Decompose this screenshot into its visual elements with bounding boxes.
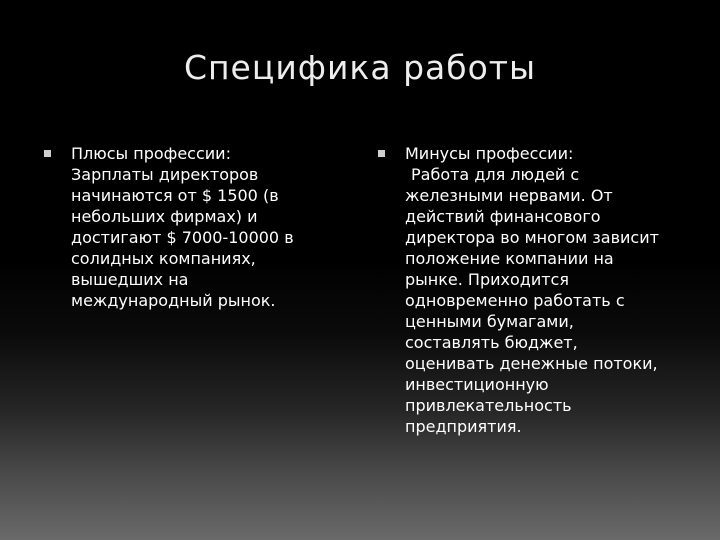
cons-line: положение компании на [405,249,614,268]
cons-bullet-item [378,143,698,437]
cons-line: оценивать денежные потоки, [405,354,658,373]
square-bullet-icon [44,150,51,157]
cons-line: Работа для людей с [411,165,580,184]
cons-line: действий финансового [405,207,601,226]
pros-line: начинаются от $ 1500 (в [71,186,279,205]
cons-column [378,143,698,437]
cons-line: привлекательность [405,396,572,415]
cons-heading: Минусы профессии: [405,144,574,163]
cons-line: железными нервами. От [405,186,613,205]
cons-line: ценными бумагами, [405,312,574,331]
pros-line: солидных компаниях, [71,249,256,268]
cons-line: директора во многом зависит [405,228,659,247]
pros-line: достигают $ 7000-10000 в [71,228,294,247]
pros-heading: Плюсы профессии: [71,144,231,163]
square-bullet-icon [378,150,385,157]
cons-text [405,143,698,437]
pros-text [71,143,334,311]
pros-line: вышедших на [71,270,189,289]
cons-line: составлять бюджет, [405,333,578,352]
cons-line: одновременно работать с [405,291,625,310]
pros-line: небольших фирмах) и [71,207,258,226]
pros-column [44,143,334,311]
pros-bullet-item [44,143,334,311]
cons-line: предприятия. [405,417,522,436]
slide-title: Специфика работы [183,48,537,87]
cons-line: инвестиционную [405,375,549,394]
pros-line: Зарплаты директоров [71,165,259,184]
pros-line: международный рынок. [71,291,276,310]
cons-line: рынке. Приходится [405,270,569,289]
